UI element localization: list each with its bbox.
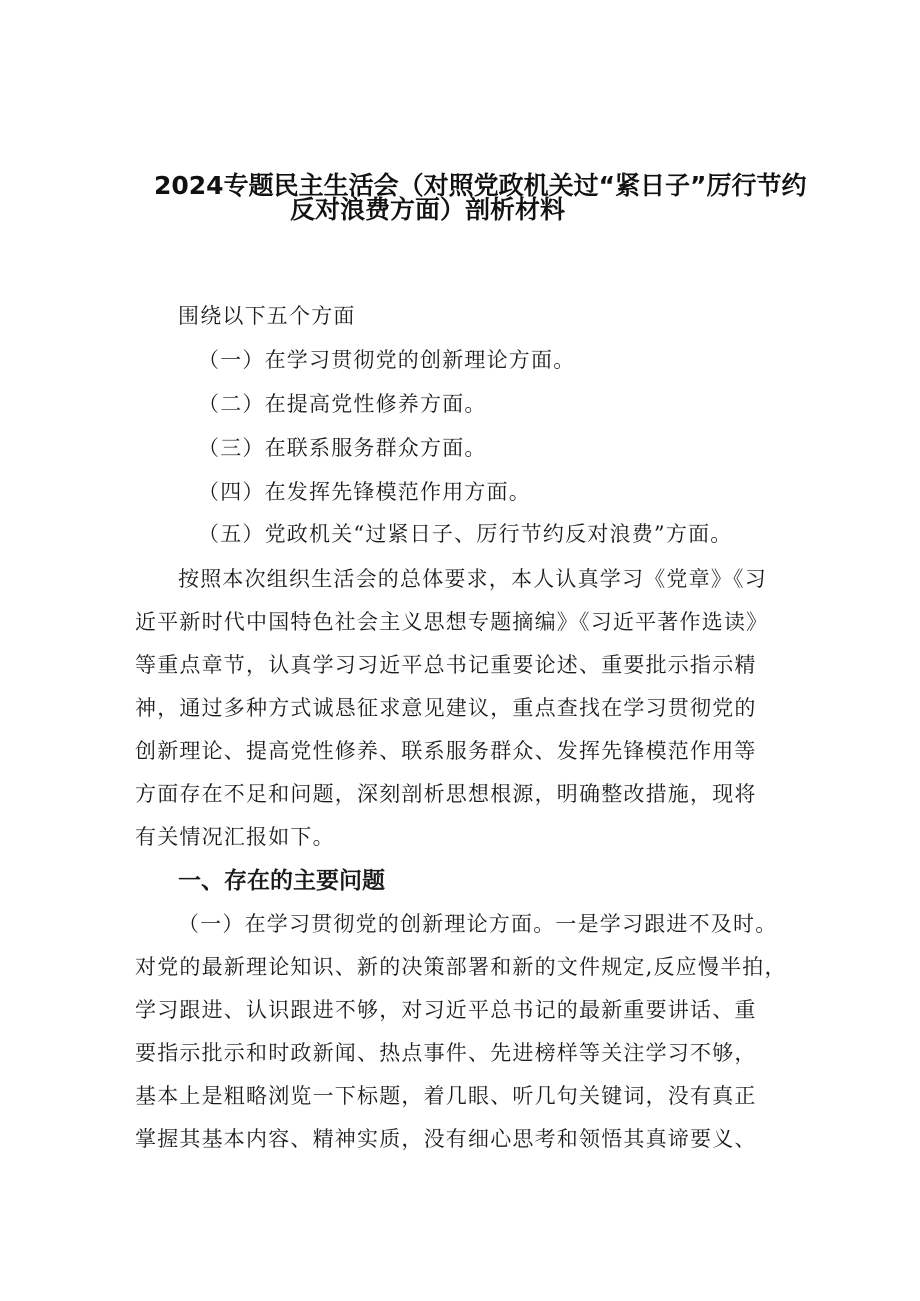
paragraph-1-line-2: 近平新时代中国特色社会主义思想专题摘编》《习近平著作选读》 [135,610,769,634]
aspect-item-4: （四）在发挥先锋模范作用方面。 [198,480,531,504]
paragraph-1-line-7: 有关情况汇报如下。 [135,825,335,849]
paragraph-2-line-5: 基本上是粗略浏览一下标题，着几眼、听几句关键词，没有真正 [135,1084,757,1108]
aspect-item-5: （五）党政机关“过紧日子、厉行节约反对浪费”方面。 [198,522,733,546]
intro-text: 围绕以下五个方面 [178,304,356,328]
section-1-heading: 一、存在的主要问题 [178,868,385,894]
paragraph-1-line-4: 神，通过多种方式诚恳征求意见建议，重点查找在学习贯彻党的 [135,696,757,720]
paragraph-1-line-1: 按照本次组织生活会的总体要求，本人认真学习《党章》《习 [178,567,767,591]
paragraph-2-line-1: （一）在学习贯彻党的创新理论方面。一是学习跟进不及时。 [178,912,778,936]
aspect-item-1: （一）在学习贯彻党的创新理论方面。 [198,348,576,372]
document-title-line-2: 反对浪费方面）剖析材料 [290,195,566,224]
paragraph-1-line-3: 等重点章节，认真学习习近平总书记重要论述、重要批示指示精 [135,653,757,677]
paragraph-2-line-3: 学习跟进、认识跟进不够，对习近平总书记的最新重要讲话、重 [135,998,757,1022]
document-title-line-1: 2024专题民主生活会（对照党政机关过“紧日子”厉行节约 [154,171,807,200]
paragraph-1-line-6: 方面存在不足和问题，深刻剖析思想根源，明确整改措施，现将 [135,782,757,806]
aspect-item-2: （二）在提高党性修养方面。 [198,392,487,416]
paragraph-1-line-5: 创新理论、提高党性修养、联系服务群众、发挥先锋模范作用等 [135,739,757,763]
paragraph-2-line-2: 对党的最新理论知识、新的决策部署和新的文件规定,反应慢半拍， [135,955,787,979]
paragraph-2-line-4: 要指示批示和时政新闻、热点事件、先进榜样等关注学习不够， [135,1041,757,1065]
aspect-item-3: （三）在联系服务群众方面。 [198,436,487,460]
paragraph-2-line-6: 掌握其基本内容、精神实质，没有细心思考和领悟其真谛要义、 [135,1127,757,1151]
